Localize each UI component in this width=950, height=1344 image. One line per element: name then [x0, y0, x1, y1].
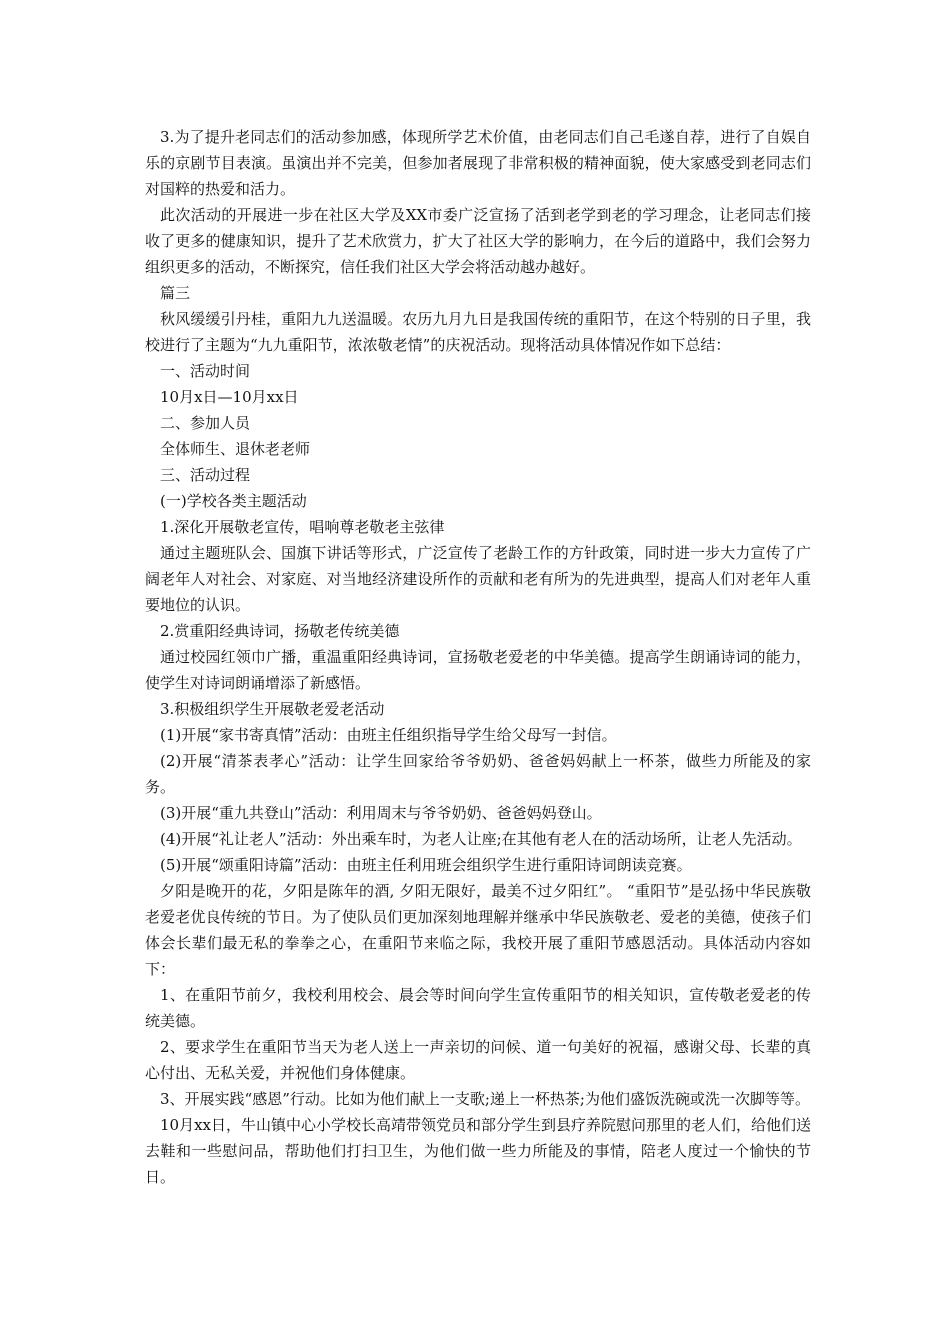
list-item: (3)开展“重九共登山”活动：利用周末与爷爷奶奶、爸爸妈妈登山。 — [160, 804, 602, 822]
heading-participants: 二、参加人员 — [160, 414, 251, 432]
paragraph-item-1: 通过主题班队会、国旗下讲话等形式，广泛宣传了老龄工作的方针政策，同时进一步大力宣传了广阔老年人对社会、对家庭、对当地经济建设所作的贡献和老有所为的先进典型，提高人们对老年人重要地位的认识。 — [145, 544, 811, 614]
paragraph-activity-summary: 此次活动的开展进一步在社区大学及XX市委广泛宣扬了活到老学到老的学习理念，让老同志们接收了更多的健康知识，提升了艺术欣赏力，扩大了社区大学的影响力，在今后的道路中，我们会努力组织更多的活动，不断探究，信任我们社区大学会将活动越办越好。 — [145, 206, 811, 276]
list-item: (5)开展“颂重阳诗篇”活动：由班主任利用班会组织学生进行重阳诗词朗读竞赛。 — [160, 856, 692, 874]
paragraph-art-performance: 3.为了提升老同志们的活动参加感，体现所学艺术价值，由老同志们自己毛遂自荐，进行了自娱自乐的京剧节目表演。虽演出并不完美，但参加者展现了非常积极的精神面貌，使大家感受到老同志们对国粹的热爱和活力。 — [145, 128, 811, 198]
paragraph-intro: 秋风缓缓引丹桂，重阳九九送温暖。农历九月九日是我国传统的重阳节，在这个特别的日子里，我校进行了主题为“九九重阳节，浓浓敬老情”的庆祝活动。现将活动具体情况作如下总结： — [145, 310, 811, 354]
subheading-school-activities: (一)学校各类主题活动 — [160, 492, 307, 510]
section-heading-part-three: 篇三 — [160, 284, 191, 302]
participants-value: 全体师生、退休老老师 — [160, 440, 311, 458]
item-heading-2: 2.赏重阳经典诗词，扬敬老传统美德 — [160, 622, 400, 640]
heading-activity-process: 三、活动过程 — [160, 466, 251, 484]
activity-time-value: 10月x日—10月xx日 — [160, 388, 299, 406]
list-item: (1)开展“家书寄真情”活动：由班主任组织指导学生给父母写一封信。 — [160, 726, 617, 744]
item-heading-3: 3.积极组织学生开展敬老爱老活动 — [160, 700, 385, 718]
list-item: (2)开展“清茶表孝心”活动：让学生回家给爷爷奶奶、爸爸妈妈献上一杯茶，做些力所能及的家务。 — [145, 752, 811, 796]
list-item: 3、开展实践“感恩”行动。比如为他们献上一支歌;递上一杯热茶;为他们盛饭洗碗或洗一次脚等等。 — [160, 1090, 810, 1108]
document-body — [145, 124, 811, 1190]
paragraph-sunset: 夕阳是晚开的花，夕阳是陈年的酒, 夕阳无限好，最美不过夕阳红”。 “重阳节”是弘扬中华民族敬老爱老优良传统的节日。为了使队员们更加深刻地理解并继承中华民族敬老、爱老的美德，使孩子们体会长辈们最无私的拳拳之心，在重阳节来临之际，我校开展了重阳节感恩活动。具体活动内容如下： — [145, 882, 811, 978]
list-item: (4)开展“礼让老人”活动：外出乘车时，为老人让座;在其他有老人在的活动场所，让老人先活动。 — [160, 830, 802, 848]
list-item: 1、在重阳节前夕，我校利用校会、晨会等时间向学生宣传重阳节的相关知识，宣传敬老爱老的传统美德。 — [145, 986, 811, 1030]
paragraph-item-2: 通过校园红领巾广播，重温重阳经典诗词，宣扬敬老爱老的中华美德。提高学生朗诵诗词的能力，使学生对诗词朗诵增添了新感悟。 — [145, 648, 811, 692]
paragraph-visit: 10月xx日，牛山镇中心小学校长高靖带领党员和部分学生到县疗养院慰问那里的老人们，给他们送去鞋和一些慰问品，帮助他们打扫卫生，为他们做一些力所能及的事情，陪老人度过一个愉快的节日。 — [145, 1116, 812, 1186]
heading-activity-time: 一、活动时间 — [160, 362, 251, 380]
list-item: 2、要求学生在重阳节当天为老人送上一声亲切的问候、道一句美好的祝福，感谢父母、长辈的真心付出、无私关爱，并祝他们身体健康。 — [145, 1038, 811, 1082]
item-heading-1: 1.深化开展敬老宣传，唱响尊老敬老主弦律 — [160, 518, 445, 536]
